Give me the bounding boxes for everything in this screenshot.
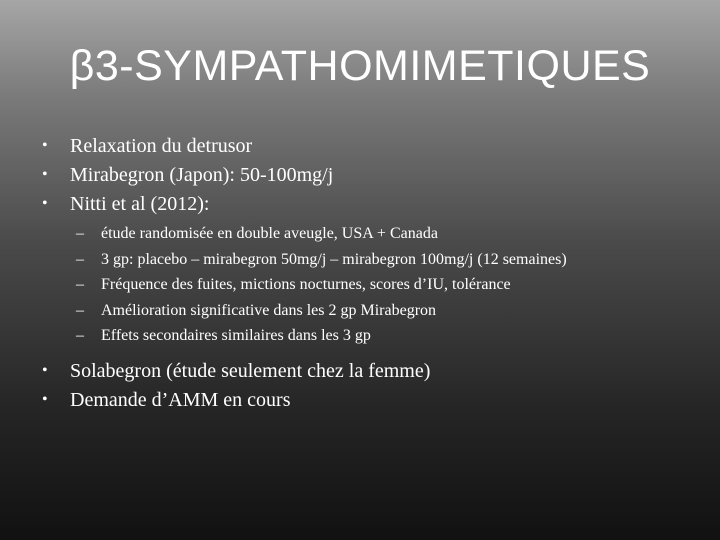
sub-bullet-text: Fréquence des fuites, mictions nocturnes, scores d’IU, tolérance — [101, 276, 511, 294]
sub-bullet-marker: – — [76, 225, 84, 242]
sub-bullet-text: 3 gp: placebo – mirabegron 50mg/j – mirabegron 100mg/j (12 semaines) — [101, 250, 567, 268]
bullet-item — [0, 358, 720, 387]
sub-bullet-item — [0, 249, 720, 275]
bullet-text: Demande d’AMM en cours — [70, 388, 291, 411]
bullet-text: Nitti et al (2012): — [70, 193, 210, 215]
bullet-item — [0, 162, 720, 191]
sub-bullet-marker: – — [76, 276, 84, 294]
slide-title: β3-SYMPATHOMIMETIQUES — [69, 42, 651, 90]
bullet-list — [0, 133, 720, 416]
bullet-marker: • — [42, 361, 48, 379]
bullet-marker: • — [42, 137, 48, 154]
bullet-item — [0, 387, 720, 416]
sub-bullet-marker: – — [76, 301, 84, 319]
bullet-text: Mirabegron (Japon): 50-100mg/j — [70, 164, 334, 186]
bullet-marker: • — [42, 195, 48, 212]
bullet-marker: • — [42, 166, 48, 183]
sub-bullet-marker: – — [76, 327, 84, 345]
sub-bullet-item — [0, 325, 720, 351]
sub-bullet-text: Amélioration significative dans les 2 gp Mirabegron — [101, 301, 437, 319]
bullet-text: Solabegron (étude seulement chez la femme) — [70, 359, 431, 382]
bullet-marker: • — [42, 390, 48, 408]
bullet-text: Relaxation du detrusor — [70, 135, 253, 157]
sub-bullet-text: étude randomisée en double aveugle, USA + Canada — [101, 225, 438, 242]
sub-bullet-item — [0, 223, 720, 249]
bullet-item — [0, 133, 720, 162]
sub-bullet-item — [0, 300, 720, 326]
sub-bullet-marker: – — [76, 250, 84, 268]
sub-bullet-item — [0, 274, 720, 300]
sub-bullet-text: Effets secondaires similaires dans les 3 gp — [101, 327, 371, 345]
bullet-item — [0, 191, 720, 220]
